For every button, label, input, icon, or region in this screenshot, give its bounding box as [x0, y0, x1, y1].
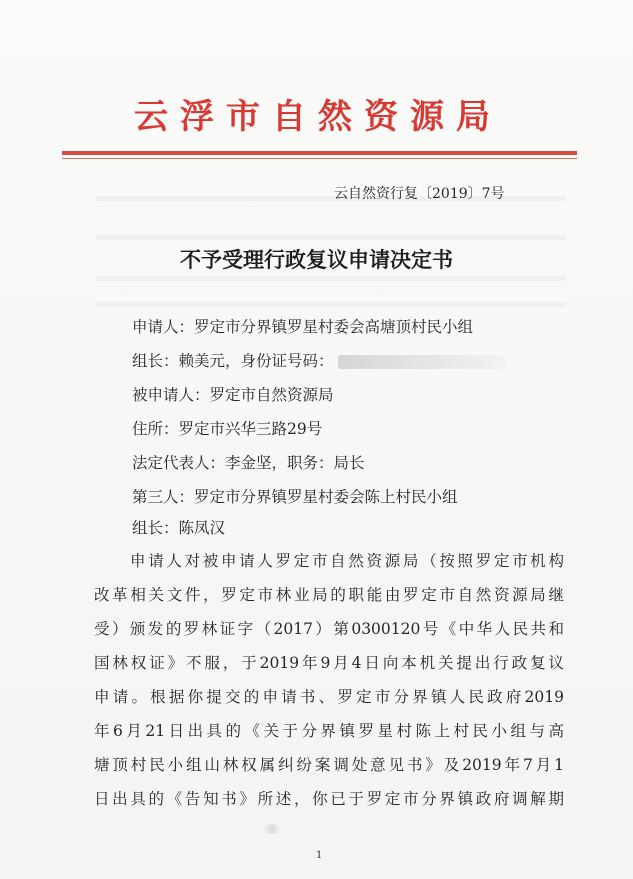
applicant-line: 申请人：罗定市分界镇罗星村委会高塘顶村民小组: [132, 318, 474, 336]
third-party-line: 第三人：罗定市分界镇罗星村委会陈上村民小组: [132, 488, 458, 506]
redacted-id-number: [338, 355, 506, 369]
agency-letterhead: 云浮市自然资源局: [134, 97, 502, 137]
letterhead-red-rule: [62, 151, 577, 155]
body-paragraph-line: 改革相关文件，罗定市林业局的职能由罗定市自然资源局继: [94, 586, 564, 604]
address-line: 住所：罗定市兴华三路29号: [132, 420, 323, 438]
body-paragraph-line: 日出具的《告知书》所述，你已于罗定市分界镇政府调解期: [94, 790, 564, 808]
applicant-leader-text: 组长：赖美元，身份证号码：: [132, 352, 334, 370]
page-number: 1: [316, 850, 323, 861]
body-paragraph-line: 年6月21日出具的《关于分界镇罗星村陈上村民小组与高: [94, 722, 564, 740]
letterhead-red-rule-thin: [62, 158, 577, 159]
document-title: 不予受理行政复议申请决定书: [180, 248, 453, 272]
third-party-leader-line: 组长：陈凤汉: [132, 519, 226, 537]
body-paragraph-line: 受）颁发的罗林证字（2017）第0300120号《中华人民共和: [94, 620, 564, 638]
body-paragraph-line: 申请人对被申请人罗定市自然资源局（按照罗定市机构: [130, 552, 564, 570]
applicant-leader-line: [132, 351, 506, 371]
body-paragraph-line: 申请。根据你提交的申请书、罗定市分界镇人民政府2019: [94, 688, 564, 706]
body-paragraph-line: 国林权证》不服，于2019年9月4日向本机关提出行政复议: [94, 654, 564, 672]
bleed-through-mark: [96, 302, 566, 307]
legal-representative-line: 法定代表人：李金坚，职务：局长: [132, 454, 365, 472]
document-number: 云自然资行复〔2019〕7号: [334, 186, 505, 202]
respondent-line: 被申请人：罗定市自然资源局: [132, 386, 334, 404]
scan-smudge: [261, 824, 283, 834]
bleed-through-mark: [96, 235, 566, 240]
bleed-through-mark: [96, 276, 566, 281]
body-paragraph-line: 塘顶村民小组山林权属纠纷案调处意见书》及2019年7月1: [94, 756, 564, 774]
